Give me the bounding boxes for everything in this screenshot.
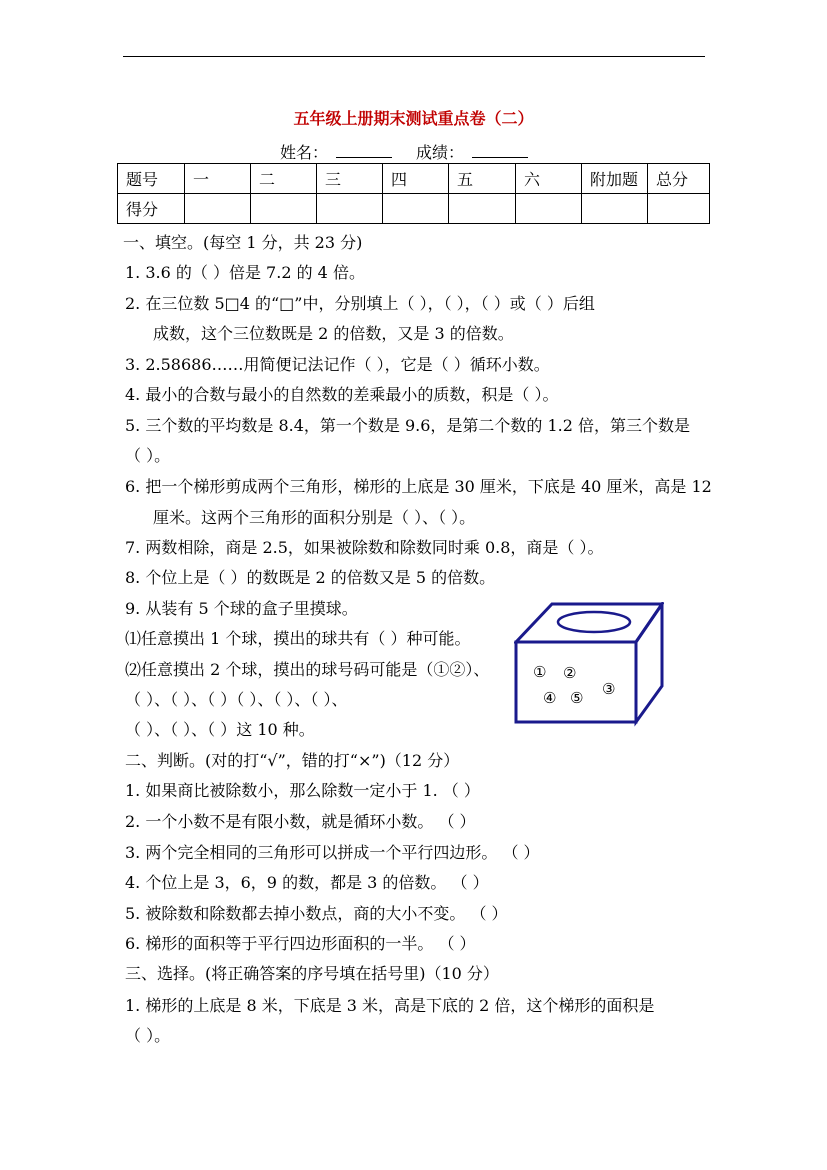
table-cell: 四 bbox=[383, 164, 449, 194]
question-line: （ ）、（ ）、（ ）（ ）、（ ）、（ ）、 bbox=[125, 690, 348, 709]
ball-label: ② bbox=[563, 664, 577, 682]
question-line: ⑴任意摸出 1 个球，摸出的球共有（ ）种可能。 bbox=[125, 629, 471, 648]
score-cell[interactable] bbox=[317, 194, 383, 224]
table-cell: 三 bbox=[317, 164, 383, 194]
question-line: 9. 从装有 5 个球的盒子里摸球。 bbox=[125, 599, 358, 618]
question-line: 2. 一个小数不是有限小数，就是循环小数。 （ ） bbox=[125, 812, 476, 831]
table-cell: 六 bbox=[516, 164, 582, 194]
box-front-face bbox=[516, 642, 636, 722]
question-line: （ ）。 bbox=[125, 1026, 171, 1045]
question-line: 1. 梯形的上底是 8 米，下底是 3 米，高是下底的 2 倍，这个梯形的面积是 bbox=[125, 996, 655, 1015]
question-line: 6. 梯形的面积等于平行四边形面积的一半。 （ ） bbox=[125, 934, 476, 953]
section-heading: 三、选择。(将正确答案的序号填在括号里)（10 分） bbox=[125, 964, 499, 983]
score-cell[interactable] bbox=[449, 194, 516, 224]
box-opening bbox=[558, 612, 630, 632]
name-score-line bbox=[280, 140, 528, 163]
question-line: 5. 被除数和除数都去掉小数点，商的大小不变。 （ ） bbox=[125, 904, 508, 923]
score-cell[interactable] bbox=[516, 194, 582, 224]
header-rule bbox=[123, 56, 705, 57]
score-blank[interactable] bbox=[472, 143, 528, 158]
name-blank[interactable] bbox=[336, 143, 392, 158]
question-line: 6. 把一个梯形剪成两个三角形，梯形的上底是 30 厘米，下底是 40 厘米，高是 12 bbox=[125, 477, 712, 496]
ball-label: ① bbox=[533, 663, 547, 681]
question-line: 5. 三个数的平均数是 8.4，第一个数是 9.6，是第二个数的 1.2 倍，第三个数是 bbox=[125, 416, 691, 435]
box-side-face bbox=[636, 604, 662, 722]
table-cell: 附加题 bbox=[582, 164, 648, 194]
ball-label: ⑤ bbox=[570, 689, 584, 707]
question-line: 成数，这个三位数既是 2 的倍数，又是 3 的倍数。 bbox=[153, 324, 514, 343]
score-cell[interactable] bbox=[582, 194, 648, 224]
question-line: 1. 3.6 的（ ）倍是 7.2 的 4 倍。 bbox=[125, 263, 365, 282]
question-line: 8. 个位上是（ ）的数既是 2 的倍数又是 5 的倍数。 bbox=[125, 568, 496, 587]
score-cell[interactable] bbox=[383, 194, 449, 224]
score-table bbox=[117, 163, 710, 224]
table-cell: 得分 bbox=[118, 194, 185, 224]
question-line: 4. 个位上是 3，6，9 的数，都是 3 的倍数。 （ ） bbox=[125, 873, 489, 892]
question-line: 4. 最小的合数与最小的自然数的差乘最小的质数，积是（ ）。 bbox=[125, 385, 559, 404]
question-line: 1. 如果商比被除数小，那么除数一定小于 1. （ ） bbox=[125, 781, 480, 800]
score-cell[interactable] bbox=[185, 194, 251, 224]
table-cell: 一 bbox=[185, 164, 251, 194]
table-cell: 总分 bbox=[648, 164, 710, 194]
question-line: 7. 两数相除，商是 2.5，如果被除数和除数同时乘 0.8，商是（ ）。 bbox=[125, 538, 604, 557]
question-line: 厘米。这两个三角形的面积分别是（ ）、（ ）。 bbox=[153, 508, 476, 527]
table-score-row bbox=[118, 194, 710, 224]
score-cell[interactable] bbox=[251, 194, 317, 224]
table-cell: 五 bbox=[449, 164, 516, 194]
table-cell: 二 bbox=[251, 164, 317, 194]
ball-label: ④ bbox=[543, 689, 557, 707]
section-heading: 二、判断。(对的打“√”，错的打“×”)（12 分） bbox=[125, 751, 460, 770]
table-header-row bbox=[118, 164, 710, 194]
ball-label: ③ bbox=[602, 680, 616, 698]
question-line: 2. 在三位数 5□4 的“□”中，分别填上（ ），（ ），（ ）或（ ）后组 bbox=[125, 294, 595, 313]
question-line: ⑵任意摸出 2 个球，摸出的球号码可能是（①②）、 bbox=[125, 660, 490, 679]
question-line: 3. 2.58686……用简便记法记作（ ），它是（ ）循环小数。 bbox=[125, 355, 550, 374]
section-heading: 一、填空。(每空 1 分，共 23 分) bbox=[123, 233, 363, 252]
question-line: （ ）、（ ）、（ ）这 10 种。 bbox=[125, 720, 315, 739]
table-cell: 题号 bbox=[118, 164, 185, 194]
score-cell[interactable] bbox=[648, 194, 710, 224]
page-title: 五年级上册期末测试重点卷（二） bbox=[293, 109, 534, 128]
question-line: 3. 两个完全相同的三角形可以拼成一个平行四边形。 （ ） bbox=[125, 843, 540, 862]
box-drawing bbox=[514, 602, 664, 728]
ball-box-figure bbox=[514, 602, 664, 732]
name-label: 姓名： bbox=[280, 143, 329, 162]
question-line: （ ）。 bbox=[125, 446, 171, 465]
score-label: 成绩： bbox=[416, 143, 465, 162]
